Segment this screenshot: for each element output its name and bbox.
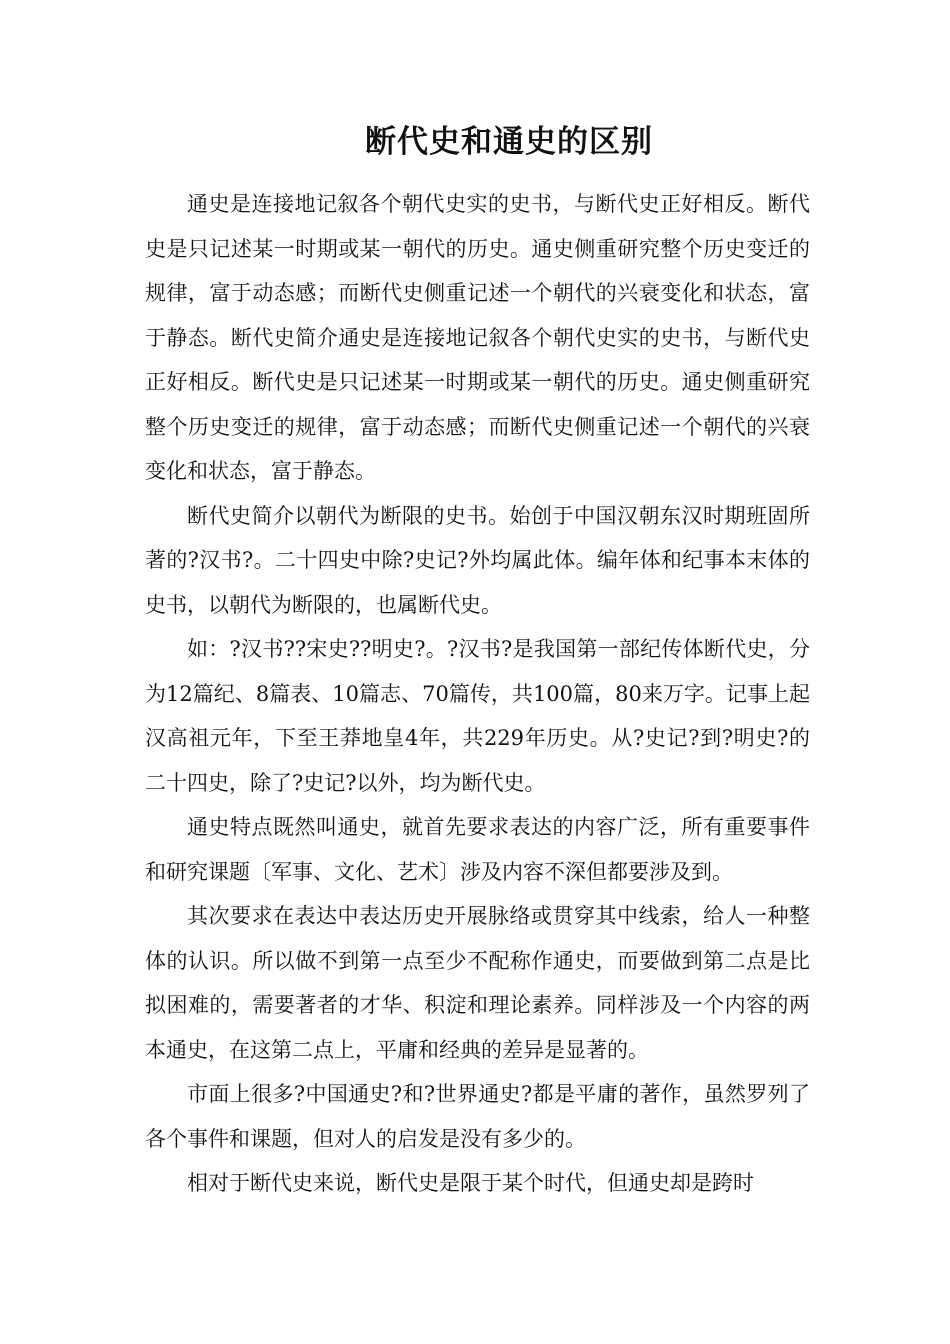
paragraph-2: 断代史简介以朝代为断限的史书。始创于中国汉朝东汉时期班固所著的?汉书?。二十四史中除?史记?外均属此体。编年体和纪事本末体的史书，以朝代为断限的，也属断代史。 [145,503,810,617]
paragraph-4: 通史特点既然叫通史，就首先要求表达的内容广泛，所有重要事件和研究课题〔军事、文化、艺术〕涉及内容不深但都要涉及到。 [145,815,810,884]
paragraph-1: 通史是连接地记叙各个朝代史实的史书，与断代史正好相反。断代史是只记述某一时期或某一朝代的历史。通史侧重研究整个历史变迁的规律，富于动态感；而断代史侧重记述一个朝代的兴衰变化和状态，富于静态。断代史简介通史是连接地记叙各个朝代史实的史书，与断代史正好相反。断代史是只记述某一时期或某一朝代的历史。通史侧重研究整个历史变迁的规律，富于动态感；而断代史侧重记述一个朝代的兴衰变化和状态，富于静态。 [145,192,810,483]
paragraph-6: 市面上很多?中国通史?和?世界通史?都是平庸的著作，虽然罗列了各个事件和课题，但对人的启发是没有多少的。 [145,1082,810,1151]
paragraph-7: 相对于断代史来说，断代史是限于某个时代，但通史却是跨时 [187,1171,754,1195]
paragraph-5: 其次要求在表达中表达历史开展脉络或贯穿其中线索，给人一种整体的认识。所以做不到第一点至少不配称作通史，而要做到第二点是比拟困难的，需要著者的才华、积淀和理论素养。同样涉及一个内容的两本通史，在这第二点上，平庸和经典的差异是显著的。 [145,904,810,1062]
document-body [145,182,810,1206]
document-title: 断代史和通史的区别 [365,124,653,160]
paragraph-3: 如：?汉书??宋史??明史?。?汉书?是我国第一部纪传体断代史，分为12篇纪、8篇表、10篇志、70篇传，共100篇，80来万字。记事上起汉高祖元年，下至王莽地皇4年，共229年历史。从?史记?到?明史?的二十四史，除了?史记?以外，均为断代史。 [145,637,810,795]
